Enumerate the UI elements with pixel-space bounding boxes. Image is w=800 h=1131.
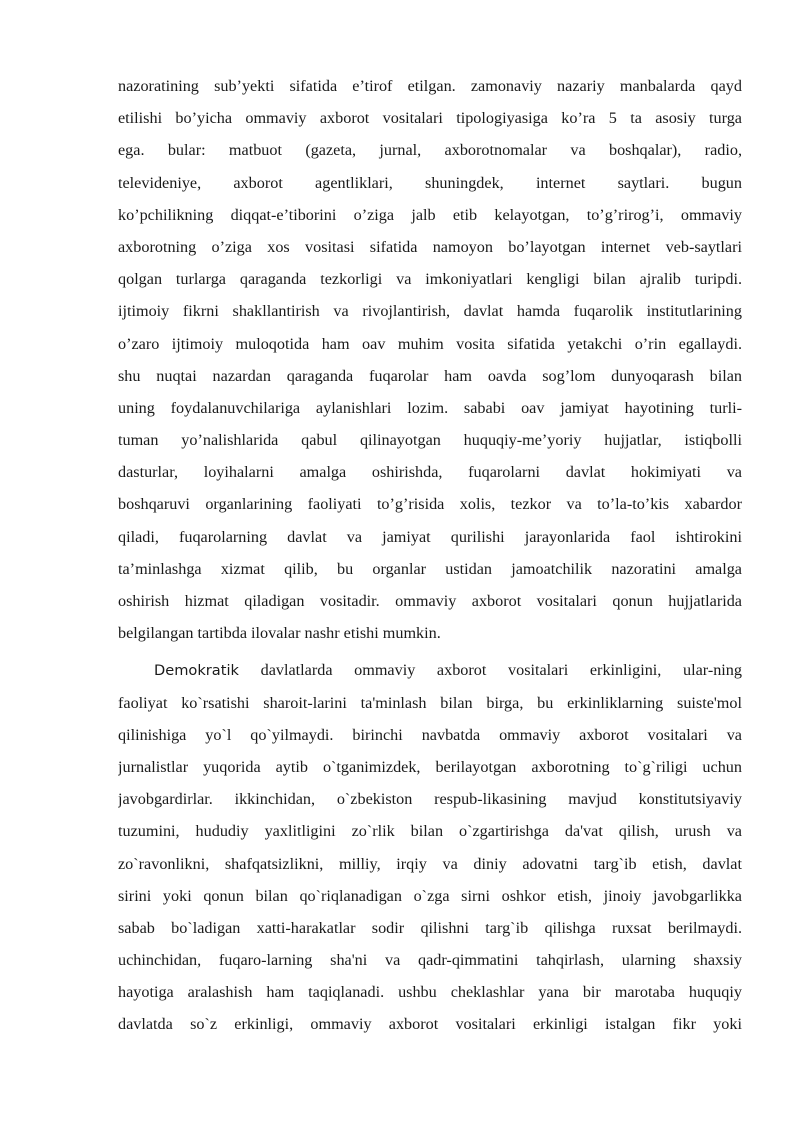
text-line: televideniye, axborot agentliklari, shuningdek, internet saytlari. bugun	[118, 173, 742, 192]
text-line: axborotning o’ziga xos vositasi sifatida namoyon bo’layotgan internet veb-saytlari	[118, 237, 742, 256]
first-line-text: davlatlarda ommaviy axborot vositalari erkinligini, ular-ning	[238, 661, 742, 680]
text-line: sirini yoki qonun bilan qo`riqlanadigan o`zga sirni oshkor etish, jinoiy javobgarlikka	[118, 886, 742, 905]
text-line: o’zaro ijtimoiy muloqotida ham oav muhim vosita sifatida yetakchi o’rin egallaydi.	[118, 334, 742, 353]
text-line: ko’pchilikning diqqat-e’tiborini o’ziga jalb etib kelayotgan, to’g’rirog’i, ommaviy	[118, 205, 742, 224]
text-line-first	[118, 654, 742, 686]
text-line: dasturlar, loyihalarni amalga oshirishda, fuqarolarni davlat hokimiyati va	[118, 463, 742, 482]
text-line: oshirish hizmat qiladigan vositadir. ommaviy axborot vositalari qonun hujjatlarida	[118, 592, 742, 610]
text-line: ta’minlashga xizmat qilib, bu organlar ustidan jamoatchilik nazoratini amalga	[118, 559, 742, 578]
text-line: belgilangan tartibda ilovalar nashr etishi mumkin.	[118, 624, 441, 643]
text-line: faoliyat ko`rsatishi sharoit-larini ta'minlash bilan birga, bu erkinliklarning suiste'mol	[118, 693, 742, 712]
text-line: ega. bular: matbuot (gazeta, jurnal, axborotnomalar va boshqalar), radio,	[118, 141, 742, 160]
text-line: qiladi, fuqarolarning davlat va jamiyat qurilishi jarayonlarida faol ishtirokini	[118, 527, 742, 546]
paragraph-1	[118, 70, 742, 649]
text-line: qilinishiga yo`l qo`yilmaydi. birinchi navbatda ommaviy axborot vositalari va	[118, 725, 742, 744]
document-body	[118, 70, 742, 1041]
text-line: ijtimoiy fikrni shakllantirish va rivojlantirish, davlat hamda fuqarolik institutlarining	[118, 302, 742, 321]
text-line: hayotiga aralashish ham taqiqlanadi. ushbu cheklashlar yana bir marotaba huquqiy	[118, 983, 742, 1002]
text-line: javobgardirlar. ikkinchidan, o`zbekiston respub-likasining mavjud konstitutsiyaviy	[118, 790, 742, 809]
text-line: tuzumini, hududiy yaxlitligini zo`rlik bilan o`zgartirishga da'vat qilish, urush va	[118, 822, 742, 841]
emphasis-word: Demokratik	[154, 662, 239, 680]
text-line: zo`ravonlikni, shafqatsizlikni, milliy, irqiy va diniy adovatni targ`ib etish, davlat	[118, 854, 742, 873]
text-line: qolgan turlarga qaraganda tezkorligi va imkoniyatlari kengligi bilan ajralib turipdi.	[118, 270, 742, 289]
text-line: davlatda so`z erkinligi, ommaviy axborot vositalari erkinligi istalgan fikr yoki	[118, 1015, 742, 1034]
text-line: etilishi bo’yicha ommaviy axborot vositalari tipologiyasiga ko’ra 5 ta asosiy turga	[118, 109, 742, 128]
text-line: sabab bo`ladigan xatti-harakatlar sodir qilishni targ`ib qilishga ruxsat berilmaydi.	[118, 918, 742, 937]
text-line: boshqaruvi organlarining faoliyati to’g’risida xolis, tezkor va to’la-to’kis xabardor	[118, 495, 742, 514]
text-line: shu nuqtai nazardan qaraganda fuqarolar ham oavda sog’lom dunyoqarash bilan	[118, 366, 742, 385]
text-line: jurnalistlar yuqorida aytib o`tganimizdek, berilayotgan axborotning to`g`riligi uchun	[118, 757, 742, 776]
text-line: uchinchidan, fuqaro-larning sha'ni va qadr-qimmatini tahqirlash, ularning shaxsiy	[118, 951, 742, 970]
text-line: nazoratining sub’yekti sifatida e’tirof etilgan. zamonaviy nazariy manbalarda qayd	[118, 77, 742, 95]
text-line: tuman yo’nalishlarida qabul qilinayotgan huquqiy-me’yoriy hujjatlar, istiqbolli	[118, 431, 742, 450]
paragraph-2	[118, 654, 742, 1040]
text-line: uning foydalanuvchilariga aylanishlari lozim. sababi oav jamiyat hayotining turli-	[118, 398, 742, 417]
